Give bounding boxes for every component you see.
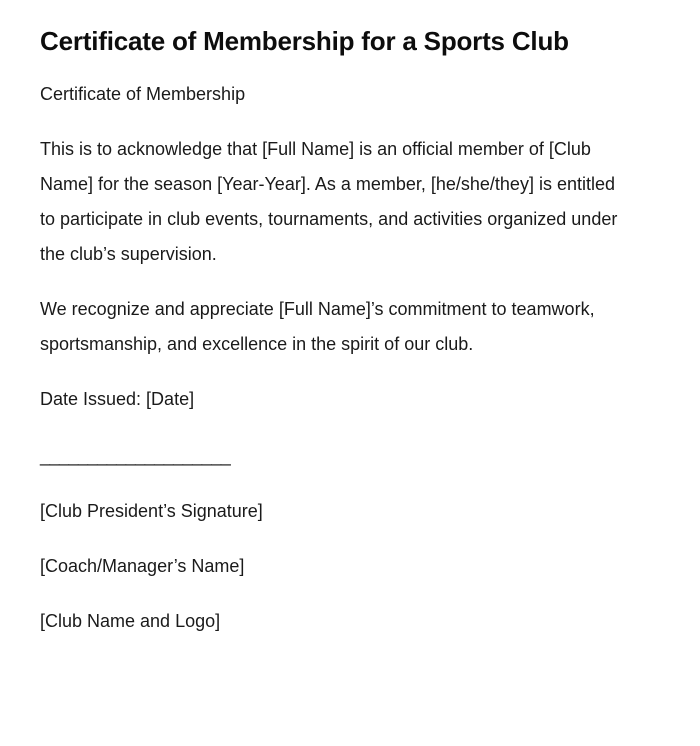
body-paragraph-2: We recognize and appreciate [Full Name]’s commitment to teamwork, sportsmanship, and excellence in the spirit of our club. bbox=[40, 299, 595, 354]
club-president-signature-label: [Club President’s Signature] bbox=[40, 501, 263, 521]
document-subtitle: Certificate of Membership bbox=[40, 84, 246, 104]
date-issued-line: Date Issued: [Date] bbox=[40, 389, 195, 409]
club-name-and-logo-label: [Club Name and Logo] bbox=[40, 611, 221, 631]
coach-manager-name-label: [Coach/Manager’s Name] bbox=[40, 556, 245, 576]
body-paragraph-1: This is to acknowledge that [Full Name] is an official member of [Club Name] for the season [Year-Year]. As a member, [he/she/they] is entitled to participate in club events, tournaments, and activities organized under the club’s supervision. bbox=[40, 139, 618, 264]
document-body bbox=[40, 77, 624, 639]
page-title: Certificate of Membership for a Sports Club bbox=[40, 26, 569, 56]
signature-rule: ____________________ bbox=[40, 446, 231, 466]
